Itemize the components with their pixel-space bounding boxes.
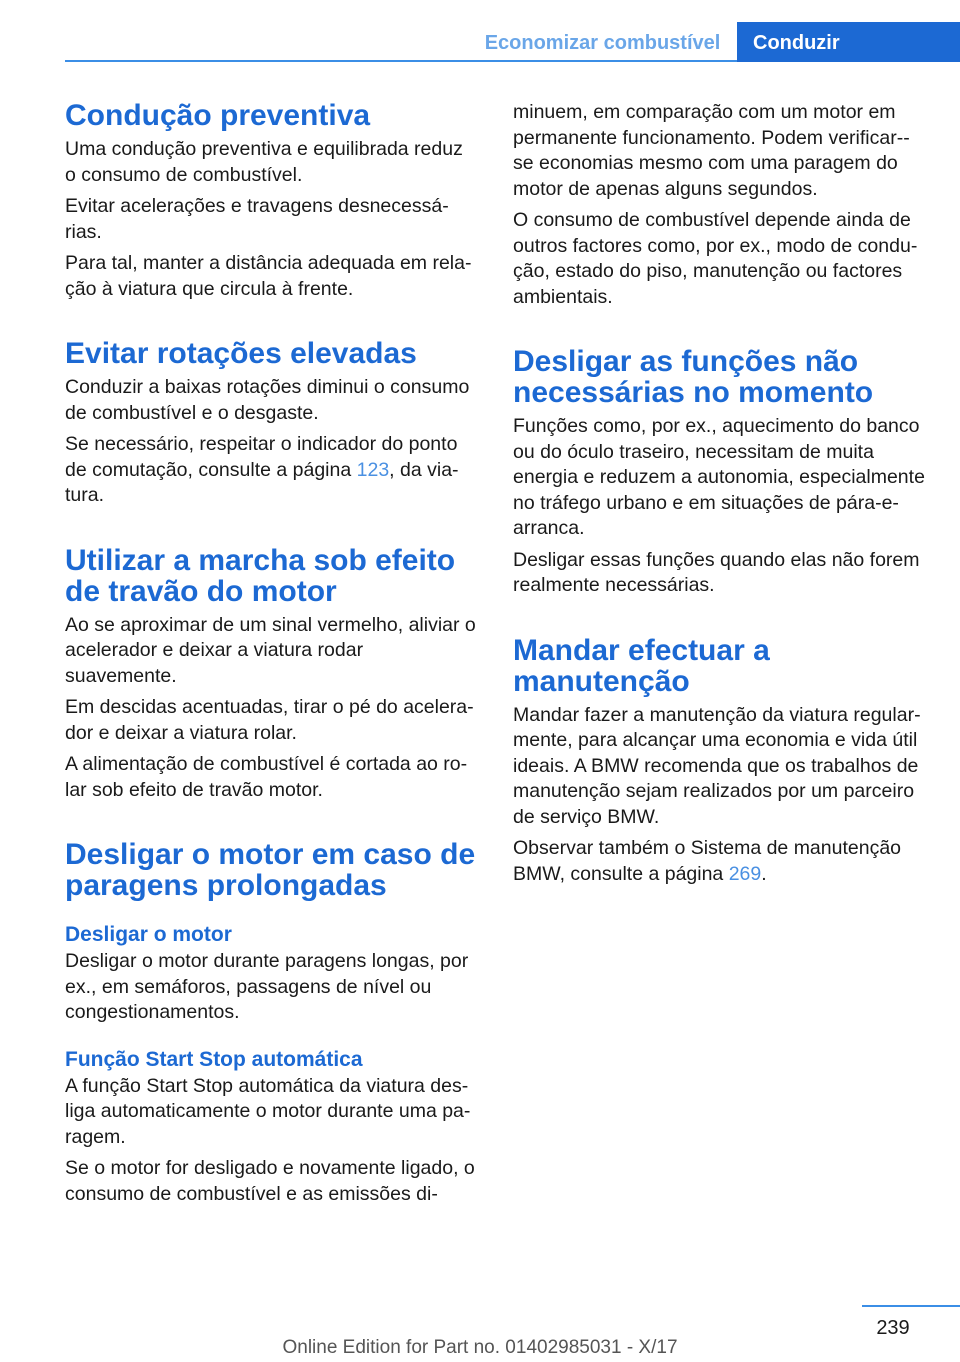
paragraph: Funções como, por ex., aquecimento do banco ou do óculo traseiro, necessitam de muita energia e reduzem a autonomia, especialmente no tráfego urbano e em situações de pára-e-arranca. [513, 415, 925, 539]
paragraph: O consumo de combustível depende ainda de outros factores como, por ex., modo de condução, estado do piso, manutenção ou factores ambientais. [513, 209, 918, 308]
paragraph: Evitar acelerações e travagens desnecessárias. [65, 195, 449, 243]
paragraph: Desligar o motor durante paragens longas, por ex., em semáforos, passagens de nível ou congestionamentos. [65, 950, 469, 1023]
section-title: Mandar efectuar a manutenção [513, 633, 770, 698]
paragraph: A alimentação de combustível é cortada ao rolar sob efeito de travão motor. [65, 753, 468, 801]
header-section-title: Economizar combustível [484, 32, 721, 54]
section-marcha-travao-motor [65, 545, 478, 804]
section-title: Condução preventiva [65, 99, 371, 132]
paragraph: Mandar fazer a manutenção da viatura regularmente, para alcançar uma economia e vida útil ideais. A BMW recomenda que os trabalhos de manutenção sejam realizados por um parceiro de serviço BMW. [513, 703, 921, 828]
section-evitar-rotacoes [65, 338, 478, 509]
section-conducao-preventiva [65, 100, 478, 302]
paragraph: Se o motor for desligado e novamente ligado, o consumo de combustível e as emissões di- [65, 1157, 475, 1205]
left-column [65, 100, 478, 1213]
section-desligar-funcoes [513, 346, 926, 599]
section-title: Utilizar a marcha sob efeito de travão do motor [65, 543, 456, 608]
subsection-title: Função Start Stop automática [65, 1047, 363, 1071]
footer-edition: Online Edition for Part no. 01402985031 - X/17 [282, 1337, 678, 1358]
paragraph: Ao se aproximar de um sinal vermelho, aliviar o acelerador e deixar a viatura rodar suavemente. [65, 613, 476, 687]
footer-rule [862, 1305, 960, 1307]
paragraph: Conduzir a baixas rotações diminui o consumo de combustível e o desgaste. [65, 376, 470, 424]
section-title: Desligar as funções não necessárias no momento [513, 345, 874, 409]
page-link-123[interactable]: 123 [356, 458, 390, 481]
section-desligar-motor [65, 839, 478, 1207]
paragraph: Observar também o Sistema de manutenção BMW, consulte a página 269. [513, 837, 902, 885]
header-chapter-tab[interactable]: Conduzir [737, 22, 960, 62]
paragraph: Para tal, manter a distância adequada em relação à viatura que circula à frente. [65, 252, 472, 300]
page-link-269[interactable]: 269 [728, 862, 762, 885]
subsection-title: Desligar o motor [65, 923, 232, 946]
section-title: Evitar rotações elevadas [65, 337, 417, 370]
section-title: Desligar o motor em caso de paragens prolongadas [65, 838, 476, 902]
page-number: 239 [876, 1317, 910, 1339]
paragraph: A função Start Stop automática da viatura desliga automaticamente o motor durante uma paragem. [65, 1074, 471, 1148]
right-column [513, 100, 926, 893]
paragraph: minuem, em comparação com um motor em permanente funcionamento. Podem verificar--se economias mesmo com uma paragem do motor de apenas alguns segundos. [513, 101, 910, 200]
paragraph: Uma condução preventiva e equilibrada reduz o consumo de combustível. [65, 138, 463, 186]
paragraph: Em descidas acentuadas, tirar o pé do acelerador e deixar a viatura rolar. [65, 696, 474, 744]
section-manutencao [513, 635, 926, 888]
paragraph: Se necessário, respeitar o indicador do ponto de comutação, consulte a página 123, da viatura. [65, 433, 459, 506]
paragraph: Desligar essas funções quando elas não forem realmente necessárias. [513, 548, 920, 596]
